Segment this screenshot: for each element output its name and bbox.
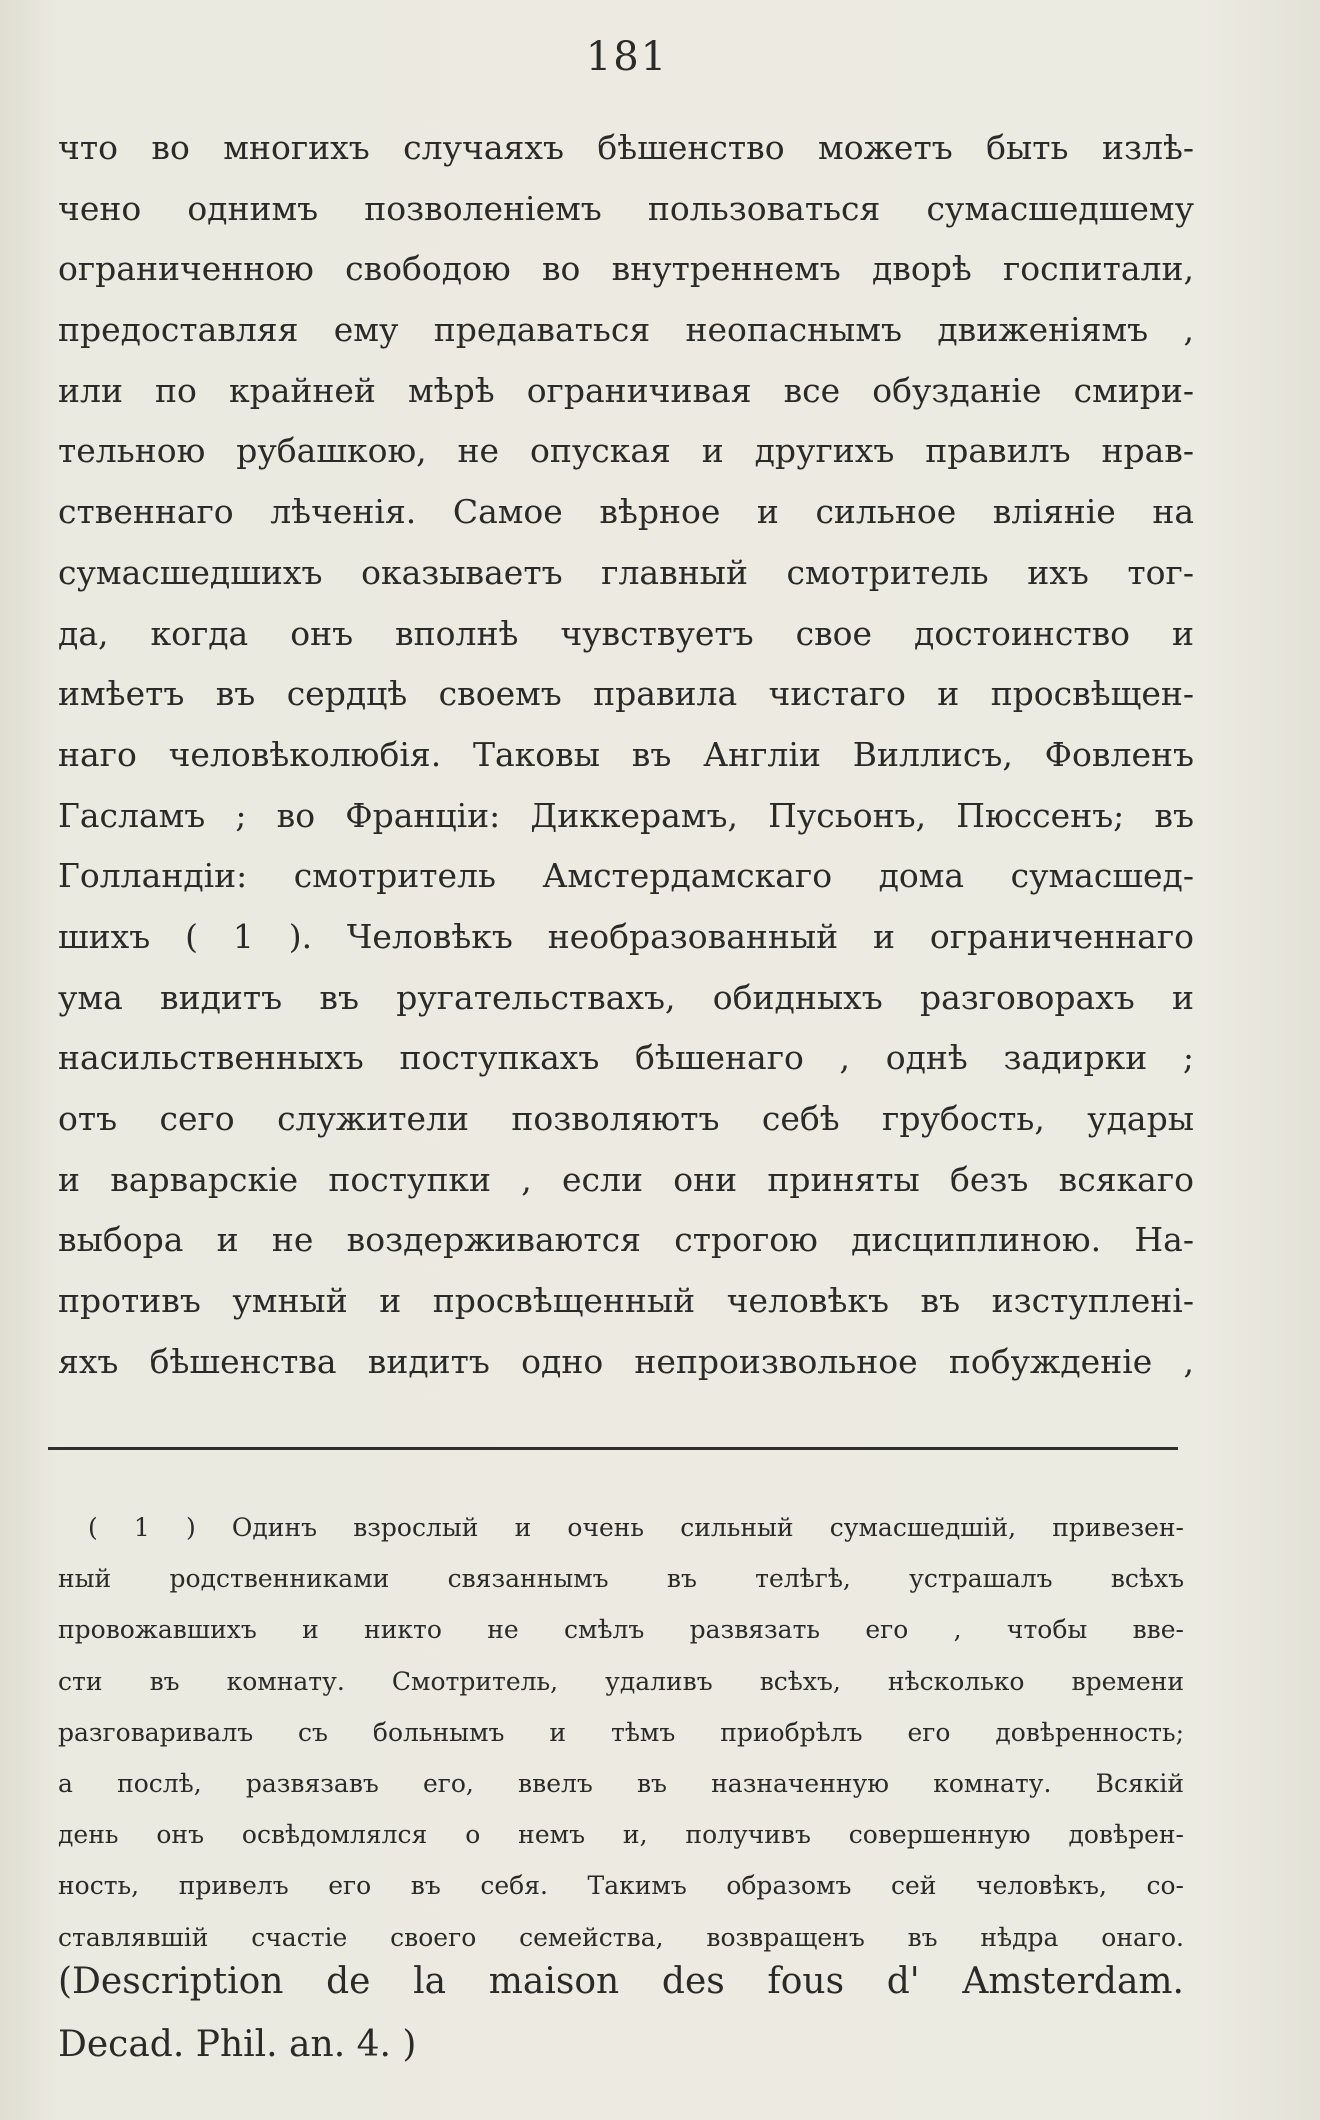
footnote-line: ный родственниками связаннымъ въ телѣгѣ, устрашалъ всѣхъ: [58, 1564, 1184, 1594]
text-line: Гасламъ ; во Францiи: Диккерамъ, Пусьонъ, Пюссенъ; въ: [58, 795, 1194, 835]
footnote-block: [58, 1502, 1184, 1963]
text-line: имѣетъ въ сердцѣ своемъ правила чистаго и просвѣщен-: [58, 674, 1194, 714]
text-line: шихъ ( 1 ). Человѣкъ необразованный и ограниченнаго: [58, 916, 1194, 956]
text-line: что во многихъ случаяхъ бѣшенство можетъ быть излѣ-: [58, 128, 1194, 167]
text-line: или по крайней мѣрѣ ограничивая все обузданiе смири-: [58, 370, 1194, 410]
text-line: да, когда онъ вполнѣ чувствуетъ свое достоинство и: [58, 613, 1194, 653]
text-line: тельною рубашкою, не опуская и другихъ правилъ нрав-: [58, 431, 1194, 471]
text-line: насильственныхъ поступкахъ бѣшенаго , однѣ задирки ;: [58, 1038, 1194, 1078]
text-line: предоставляя ему предаваться неопаснымъ движенiямъ ,: [58, 310, 1194, 350]
text-line: ума видитъ въ ругательствахъ, обидныхъ разговорахъ и: [58, 977, 1194, 1017]
text-line: Голландiи: смотритель Амстердамскаго дома сумасшед-: [58, 856, 1194, 896]
text-line: чено однимъ позволенiемъ пользоваться сумасшедшему: [58, 188, 1194, 228]
main-text-block: [58, 118, 1194, 1392]
text-line: наго человѣколюбiя. Таковы въ Англiи Виллисъ, Фовленъ: [58, 734, 1194, 774]
footnote-source: [58, 1950, 1184, 2076]
text-line: яхъ бѣшенства видитъ одно непроизвольное побужденiе ,: [58, 1341, 1194, 1381]
footnote-line: разговаривалъ съ больнымъ и тѣмъ приобрѣлъ его довѣренность;: [58, 1717, 1184, 1747]
source-line: Decad. Phil. an. 4. ): [58, 2024, 417, 2065]
footnote-line: ( 1 ) Одинъ взрослый и очень сильный сумасшедшiй, привезен-: [88, 1513, 1184, 1542]
source-line: (Description de la maison des fous d' Amsterdam.: [58, 1961, 1184, 2002]
text-line: и варварскiе поступки , если они приняты безъ всякаго: [58, 1159, 1194, 1199]
footnote-line: ность, привелъ его въ себя. Такимъ образомъ сей человѣкъ, со-: [58, 1871, 1184, 1901]
footnote-line: провожавшихъ и никто не смѣлъ развязать его , чтобы вве-: [58, 1615, 1184, 1645]
text-line: сумасшедшихъ оказываетъ главный смотритель ихъ тог-: [58, 552, 1194, 592]
text-line: ственнаго лѣченiя. Самое вѣрное и сильное влiянiе на: [58, 492, 1194, 532]
text-line: противъ умный и просвѣщенный человѣкъ въ изступленi-: [58, 1281, 1194, 1321]
footnote-divider: [48, 1447, 1178, 1450]
footnote-line: а послѣ, развязавъ его, ввелъ въ назначенную комнату. Всякiй: [58, 1768, 1184, 1798]
text-line: выбора и не воздерживаются строгою дисциплиною. На-: [58, 1220, 1194, 1260]
page-number: 181: [585, 34, 669, 80]
footnote-line: день онъ освѣдомлялся о немъ и, получивъ совершенную довѣрен-: [58, 1820, 1184, 1850]
text-line: отъ сего служители позволяютъ себѣ грубость, удары: [58, 1099, 1194, 1138]
footnote-line: сти въ комнату. Смотритель, удаливъ всѣхъ, нѣсколько времени: [58, 1666, 1184, 1696]
footnote-line: ставлявшiй счастiе своего семейства, возвращенъ въ нѣдра онаго.: [58, 1922, 1184, 1952]
text-line: ограниченною свободою во внутреннемъ дворѣ госпитали,: [58, 249, 1194, 289]
